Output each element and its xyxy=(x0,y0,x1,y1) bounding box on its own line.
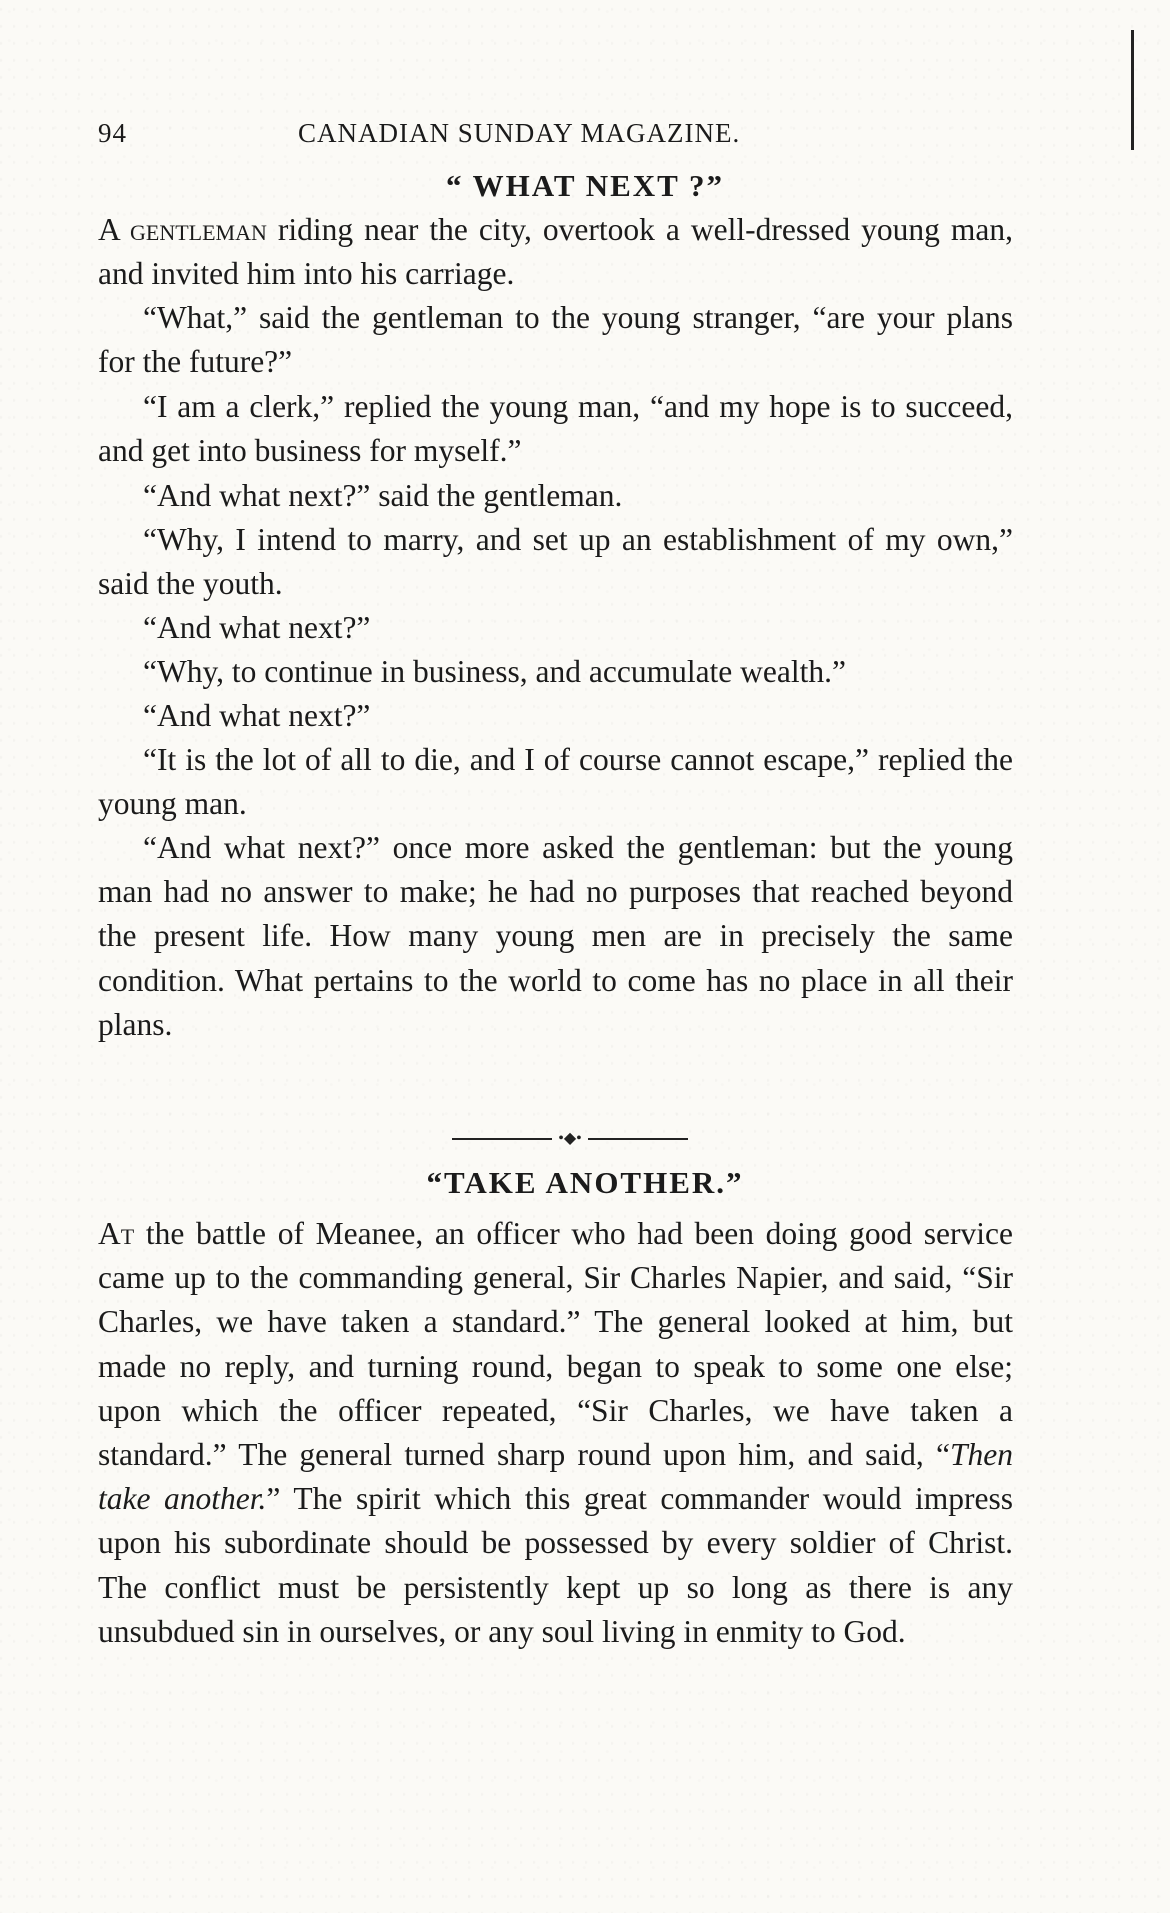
section-title-what-next: “ WHAT NEXT ?” xyxy=(445,168,725,203)
magazine-title: CANADIAN SUNDAY MAGAZINE. xyxy=(298,118,741,148)
paragraph: “And what next?” xyxy=(143,698,371,733)
paragraph-italic-quote: Then take another. xyxy=(98,1437,1013,1517)
paragraph-text: ” The spirit which this great commander would impress upon his subordinate should be possessed by every soldier of Christ. The conflict must be persistently kept up so long as there is any unsubdued sin in ourselves, or any soul living in enmity to God. xyxy=(98,1481,1014,1649)
page-number: 94 xyxy=(98,118,127,148)
paragraph-text: riding near the city, overtook a well-dressed young man, and invited him into his carriage. xyxy=(98,212,1013,292)
paragraph xyxy=(98,1212,1013,1654)
divider-ornament: •◆• xyxy=(552,1133,588,1145)
section-title-take-another: “TAKE ANOTHER.” xyxy=(426,1165,744,1200)
paragraph: “What,” said the gentleman to the young stranger, “are your plans for the future?” xyxy=(98,300,1013,380)
paragraph: “And what next?” said the gentleman. xyxy=(143,478,623,513)
paragraph-text: the battle of Meanee, an officer who had been doing good service came up to the commanding general, Sir Charles Napier, and said, “Sir Charles, we have taken a standard.” The general looked at him, but made no reply, and turning round, began to speak to some one else; upon which the officer repeated, “Sir Charles, we have taken a standard.” The general turned sharp round upon him, and said, “ xyxy=(98,1216,1013,1473)
paragraph xyxy=(98,208,1013,296)
paragraph: “I am a clerk,” replied the young man, “and my hope is to succeed, and get into business for myself.” xyxy=(98,389,1013,469)
paragraph-lead: A gentleman xyxy=(98,212,267,247)
paragraph: “It is the lot of all to die, and I of course cannot escape,” replied the young man. xyxy=(98,742,1013,822)
section-divider xyxy=(452,1130,688,1147)
paragraph: “And what next?” once more asked the gentleman: but the young man had no answer to make; he had no purposes that reached beyond the present life. How many young men are in precisely the same condition. What pertains to the world to come has no place in all their plans. xyxy=(98,830,1013,1042)
page-edge-mark xyxy=(1131,30,1134,150)
paragraph: “Why, to continue in business, and accumulate wealth.” xyxy=(143,654,846,689)
paragraph: “Why, I intend to marry, and set up an establishment of my own,” said the youth. xyxy=(98,522,1013,602)
running-header xyxy=(98,118,1018,158)
paragraph: “And what next?” xyxy=(143,610,371,645)
paragraph-lead: At xyxy=(98,1216,135,1251)
